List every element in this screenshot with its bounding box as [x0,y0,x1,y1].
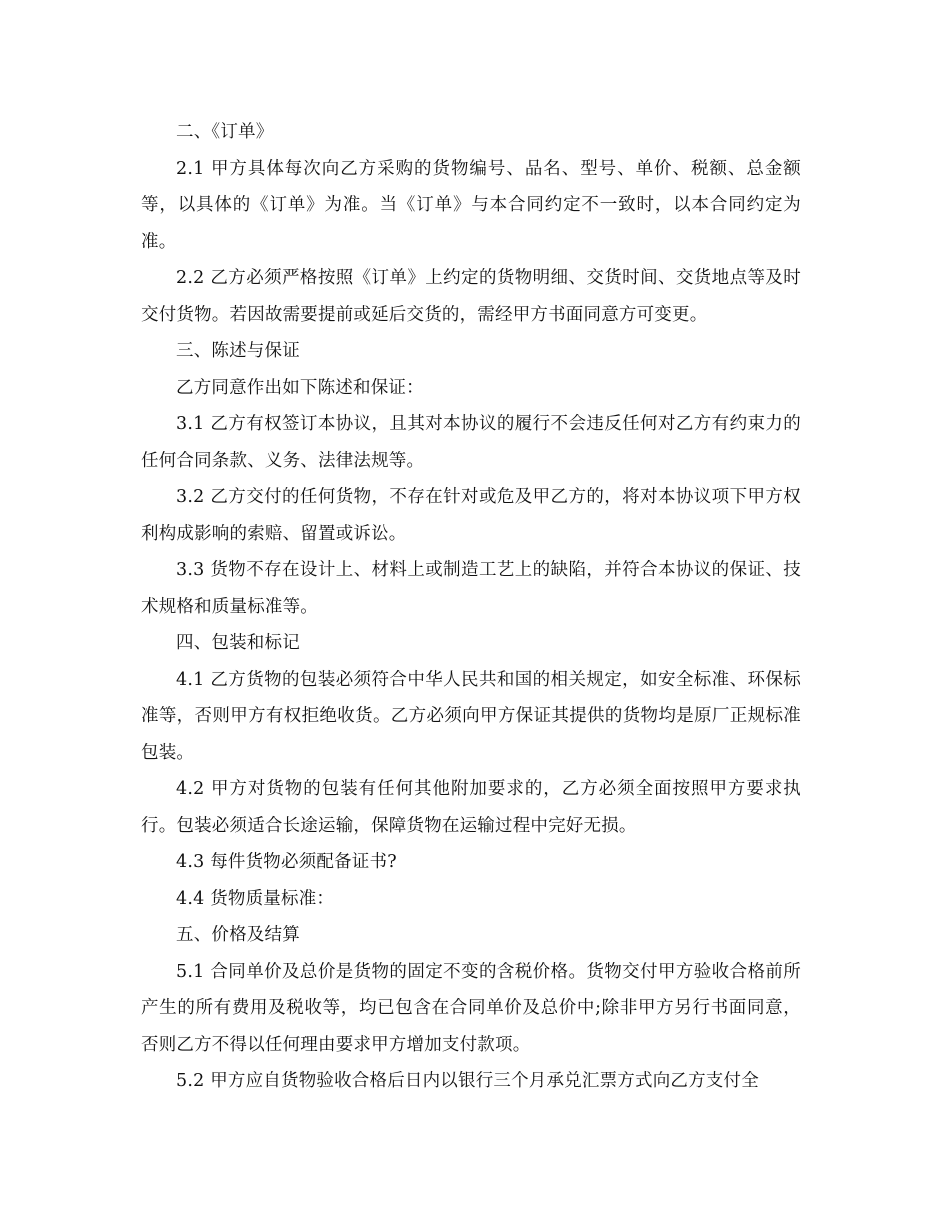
clause-3-3: 3.3 货物不存在设计上、材料上或制造工艺上的缺陷，并符合本协议的保证、技术规格和质量标准等。 [141,560,801,617]
section-heading-price: 五、价格及结算 [176,925,300,945]
clause-5-2: 5.2 甲方应自货物验收合格后日内以银行三个月承兑汇票方式向乙方支付全 [176,1071,759,1091]
clause-4-1: 4.1 乙方货物的包装必须符合中华人民共和国的相关规定，如安全标准、环保标准等，否则甲方有权拒绝收货。乙方必须向甲方保证其提供的货物均是原厂正规标准包装。 [141,669,801,763]
section-heading-representations: 三、陈述与保证 [176,341,300,361]
section-heading-order: 二、《订单》 [176,122,274,142]
clause-3-1: 3.1 乙方有权签订本协议，且其对本协议的履行不会违反任何对乙方有约束力的任何合同条款、义务、法律法规等。 [141,414,801,471]
clause-3-2: 3.2 乙方交付的任何货物，不存在针对或危及甲乙方的，将对本协议项下甲方权利构成影响的索赔、留置或诉讼。 [141,487,801,544]
section-heading-packaging: 四、包装和标记 [176,633,300,653]
clause-2-1: 2.1 甲方具体每次向乙方采购的货物编号、品名、型号、单价、税额、总金额等，以具体的《订单》为准。当《订单》与本合同约定不一致时，以本合同约定为准。 [141,158,801,252]
clause-5-1: 5.1 合同单价及总价是货物的固定不变的含税价格。货物交付甲方验收合格前所产生的所有费用及税收等，均已包含在合同单价及总价中;除非甲方另行书面同意，否则乙方不得以任何理由要求甲方增加支付款项。 [141,961,801,1055]
clause-4-2: 4.2 甲方对货物的包装有任何其他附加要求的，乙方必须全面按照甲方要求执行。包装必须适合长途运输，保障货物在运输过程中完好无损。 [141,779,801,836]
document-body [141,114,801,1100]
representations-intro: 乙方同意作出如下陈述和保证： [176,377,424,398]
clause-4-4: 4.4 货物质量标准： [176,888,335,909]
clause-2-2: 2.2 乙方必须严格按照《订单》上约定的货物明细、交货时间、交货地点等及时交付货物。若因故需要提前或延后交货的，需经甲方书面同意方可变更。 [141,268,801,325]
clause-4-3: 4.3 每件货物必须配备证书? [176,852,397,872]
